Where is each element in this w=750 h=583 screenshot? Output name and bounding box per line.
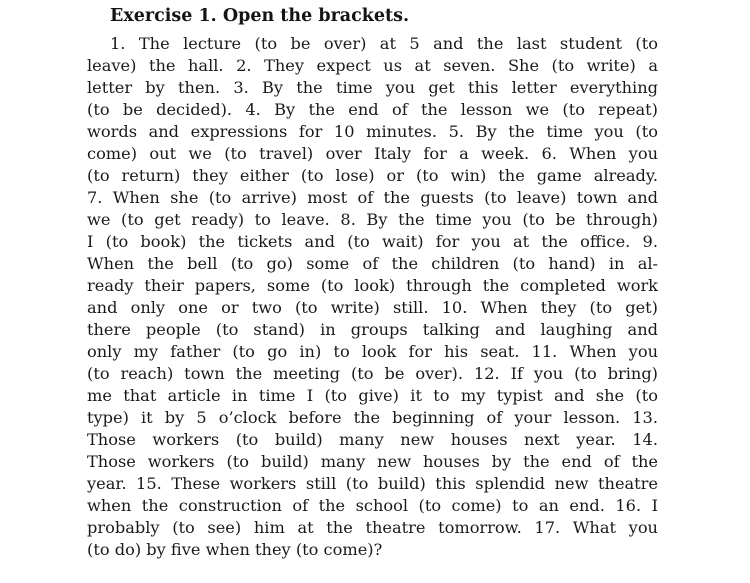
exercise-title: Exercise 1. Open the brackets.	[110, 6, 410, 26]
exercise-line: (to do) by five when they (to come)?	[87, 540, 383, 559]
exercise-line: words and expressions for 10 minutes. 5. By the time you (to	[87, 122, 658, 141]
exercise-line: (to return) they either (to lose) or (to win) the game already.	[87, 166, 658, 185]
exercise-line: When the bell (to go) some of the children (to hand) in al-	[87, 254, 658, 273]
exercise-line: (to reach) town the meeting (to be over). 12. If you (to bring)	[87, 364, 658, 383]
exercise-line: we (to get ready) to leave. 8. By the time you (to be through)	[87, 210, 658, 229]
exercise-line: letter by then. 3. By the time you get this letter everything	[87, 78, 658, 97]
exercise-line: probably (to see) him at the theatre tomorrow. 17. What you	[87, 518, 658, 537]
exercise-line: when the construction of the school (to come) to an end. 16. I	[87, 496, 658, 515]
exercise-line: type) it by 5 o’clock before the beginning of your lesson. 13.	[87, 408, 658, 427]
exercise-line: Those workers (to build) many new houses by the end of the	[87, 452, 658, 471]
exercise-line: 1. The lecture (to be over) at 5 and the last student (to	[110, 34, 658, 53]
exercise-line: (to be decided). 4. By the end of the lesson we (to repeat)	[87, 100, 658, 119]
exercise-line: and only one or two (to write) still. 10. When they (to get)	[87, 298, 658, 317]
exercise-line: come) out we (to travel) over Italy for a week. 6. When you	[87, 144, 658, 163]
exercise-line: there people (to stand) in groups talking and laughing and	[87, 320, 658, 339]
exercise-line: I (to book) the tickets and (to wait) for you at the office. 9.	[87, 232, 658, 251]
exercise-line: 7. When she (to arrive) most of the guests (to leave) town and	[87, 188, 658, 207]
exercise-line: Those workers (to build) many new houses next year. 14.	[87, 430, 658, 449]
exercise-line: me that article in time I (to give) it to my typist and she (to	[87, 386, 658, 405]
exercise-line: year. 15. These workers still (to build) this splendid new theatre	[87, 474, 658, 493]
exercise-line: only my father (to go in) to look for his seat. 11. When you	[87, 342, 658, 361]
exercise-line: ready their papers, some (to look) through the completed work	[87, 276, 658, 295]
exercise-line: leave) the hall. 2. They expect us at seven. She (to write) a	[87, 56, 658, 75]
